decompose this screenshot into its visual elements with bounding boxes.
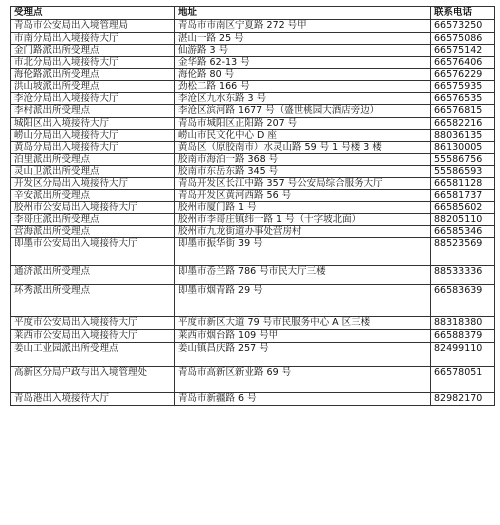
table-row	[11, 367, 495, 393]
cell-address: 青岛开发区黄河西路 56 号	[175, 190, 431, 202]
service-points-table	[10, 6, 495, 406]
cell-office: 营海派出所受理点	[11, 226, 175, 238]
cell-phone: 66585602	[431, 202, 495, 214]
table-row	[11, 214, 495, 226]
column-header-phone: 联系电话	[431, 7, 495, 20]
cell-phone: 88205110	[431, 214, 495, 226]
cell-address: 青岛市新疆路 6 号	[175, 393, 431, 406]
cell-office: 金门路派出所受理点	[11, 45, 175, 57]
cell-phone: 66585346	[431, 226, 495, 238]
cell-office: 李哥庄派出所受理点	[11, 214, 175, 226]
cell-office: 即墨市公安局出入境接待大厅	[11, 238, 175, 266]
cell-phone: 66576229	[431, 69, 495, 81]
cell-address: 李沧区滨河路 1677 号（盛世桃园大酒店旁边）	[175, 105, 431, 118]
cell-office: 黄岛分局出入境接待大厅	[11, 142, 175, 154]
cell-phone: 66581128	[431, 178, 495, 190]
cell-address: 黄岛区（原胶南市）水灵山路 59 号 1 号楼 3 楼	[175, 142, 431, 154]
table-row	[11, 285, 495, 317]
cell-office: 开发区分局出入境接待大厅	[11, 178, 175, 190]
cell-office: 姜山工业园派出所受理点	[11, 343, 175, 367]
cell-office: 高新区分局户政与出入境管理处	[11, 367, 175, 393]
cell-office: 城阳区出入境接待大厅	[11, 118, 175, 130]
column-header-address: 地址	[175, 7, 431, 20]
cell-address: 姜山镇昌庆路 257 号	[175, 343, 431, 367]
cell-address: 金华路 62-13 号	[175, 57, 431, 69]
cell-address: 青岛市市南区宁夏路 272 号甲	[175, 20, 431, 33]
cell-office: 崂山分局出入境接待大厅	[11, 130, 175, 142]
cell-phone: 66575086	[431, 33, 495, 45]
table-row	[11, 190, 495, 202]
cell-phone: 66588379	[431, 330, 495, 343]
cell-phone: 82982170	[431, 393, 495, 406]
table-row	[11, 330, 495, 343]
cell-office: 莱西市公安局出入境接待大厅	[11, 330, 175, 343]
column-header-office: 受理点	[11, 7, 175, 20]
cell-office: 平度市公安局出入境接待大厅	[11, 317, 175, 330]
table-header-row	[11, 7, 495, 20]
table-row	[11, 105, 495, 118]
cell-address: 胶南市东岳东路 345 号	[175, 166, 431, 178]
cell-office: 李村派出所受理点	[11, 105, 175, 118]
cell-address: 湛山一路 25 号	[175, 33, 431, 45]
table-row	[11, 33, 495, 45]
table-row	[11, 93, 495, 105]
cell-address: 青岛开发区长江中路 357 号公安局综合服务大厅	[175, 178, 431, 190]
cell-phone: 88523569	[431, 238, 495, 266]
table-row	[11, 266, 495, 285]
table-row	[11, 142, 495, 154]
cell-address: 青岛市高新区新业路 69 号	[175, 367, 431, 393]
cell-phone: 86130005	[431, 142, 495, 154]
cell-address: 胶南市海泊一路 368 号	[175, 154, 431, 166]
cell-office: 胶州市公安局出入境接待大厅	[11, 202, 175, 214]
cell-address: 仙游路 3 号	[175, 45, 431, 57]
cell-phone: 88036135	[431, 130, 495, 142]
cell-phone: 66576406	[431, 57, 495, 69]
cell-office: 洪山坡派出所受理点	[11, 81, 175, 93]
cell-phone: 66582216	[431, 118, 495, 130]
table-row	[11, 20, 495, 33]
cell-address: 平度市新区大道 79 号市民服务中心 A 区三楼	[175, 317, 431, 330]
table-row	[11, 81, 495, 93]
cell-phone: 66575935	[431, 81, 495, 93]
cell-phone: 55586756	[431, 154, 495, 166]
table-row	[11, 226, 495, 238]
cell-address: 李沧区九水东路 3 号	[175, 93, 431, 105]
cell-address: 劲松二路 166 号	[175, 81, 431, 93]
table-row	[11, 238, 495, 266]
table-row	[11, 202, 495, 214]
table-row	[11, 343, 495, 367]
cell-office: 通济派出所受理点	[11, 266, 175, 285]
cell-office: 青岛市公安局出入境管理局	[11, 20, 175, 33]
cell-office: 青岛港出入境接待大厅	[11, 393, 175, 406]
table-row	[11, 57, 495, 69]
table-row	[11, 166, 495, 178]
cell-phone: 88318380	[431, 317, 495, 330]
cell-office: 海伦路派出所受理点	[11, 69, 175, 81]
table-row	[11, 154, 495, 166]
cell-office: 李沧分局出入境接待大厅	[11, 93, 175, 105]
cell-phone: 66581737	[431, 190, 495, 202]
table-row	[11, 130, 495, 142]
cell-address: 胶州市九龙街道办事处营房村	[175, 226, 431, 238]
cell-address: 即墨市烟青路 29 号	[175, 285, 431, 317]
table-row	[11, 69, 495, 81]
cell-address: 即墨市振华街 39 号	[175, 238, 431, 266]
table-row	[11, 118, 495, 130]
cell-address: 青岛市城阳区正阳路 207 号	[175, 118, 431, 130]
cell-office: 市北分局出入境接待大厅	[11, 57, 175, 69]
table-row	[11, 393, 495, 406]
table-row	[11, 178, 495, 190]
cell-phone: 55586593	[431, 166, 495, 178]
cell-address: 胶州市李哥庄镇纬一路 1 号（十字坡北面）	[175, 214, 431, 226]
cell-office: 市南分局出入境接待大厅	[11, 33, 175, 45]
table-row	[11, 317, 495, 330]
table-row	[11, 45, 495, 57]
cell-address: 崂山市民文化中心 D 座	[175, 130, 431, 142]
cell-address: 海伦路 80 号	[175, 69, 431, 81]
cell-phone: 66573250	[431, 20, 495, 33]
cell-phone: 66575142	[431, 45, 495, 57]
cell-address: 莱西市烟台路 109 号甲	[175, 330, 431, 343]
table-body	[11, 20, 495, 406]
cell-phone: 66576815	[431, 105, 495, 118]
cell-phone: 66583639	[431, 285, 495, 317]
cell-phone: 82499110	[431, 343, 495, 367]
cell-office: 环秀派出所受理点	[11, 285, 175, 317]
cell-phone: 88533336	[431, 266, 495, 285]
cell-phone: 66576535	[431, 93, 495, 105]
cell-office: 辛安派出所受理点	[11, 190, 175, 202]
cell-office: 灵山卫派出所受理点	[11, 166, 175, 178]
cell-phone: 66578051	[431, 367, 495, 393]
cell-office: 泊里派出所受理点	[11, 154, 175, 166]
cell-address: 胶州市厦门路 1 号	[175, 202, 431, 214]
cell-address: 即墨市岙兰路 786 号市民大厅三楼	[175, 266, 431, 285]
